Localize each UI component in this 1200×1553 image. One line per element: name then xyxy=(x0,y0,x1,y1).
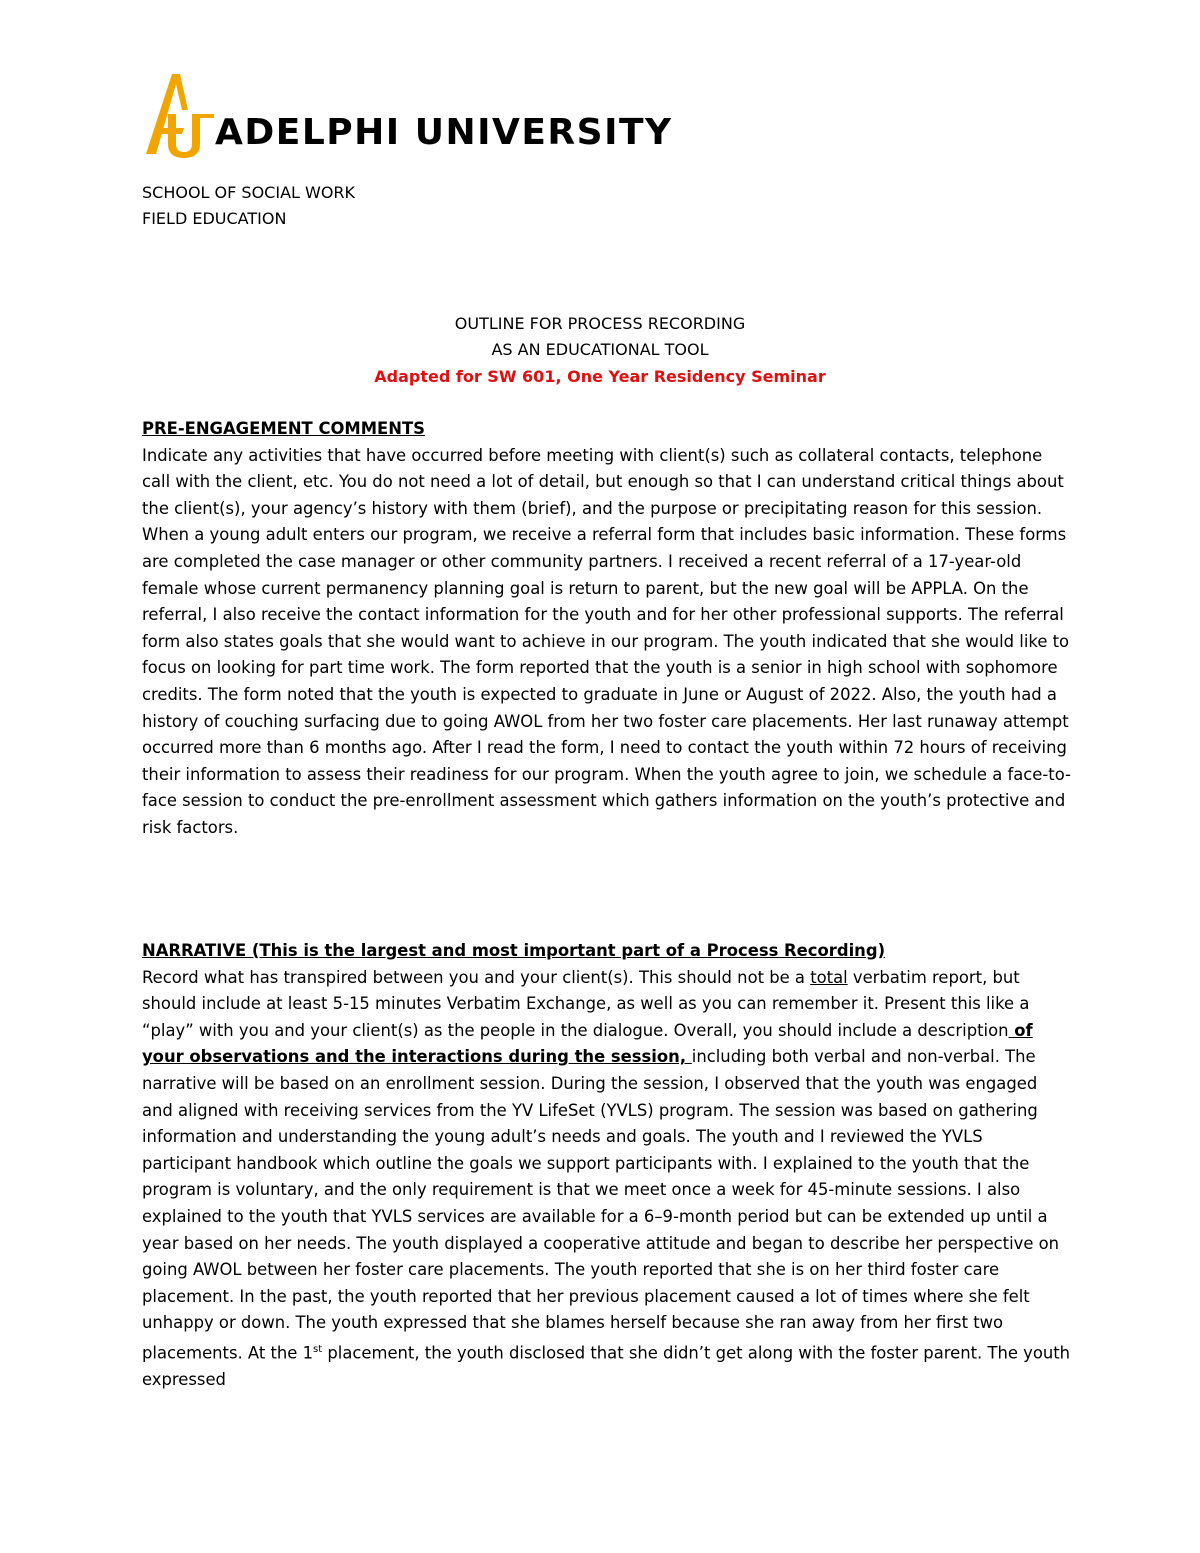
school-name: SCHOOL OF SOCIAL WORK xyxy=(142,183,356,202)
narrative-heading: NARRATIVE (This is the largest and most important part of a Process Recording) xyxy=(142,941,886,960)
document-subtitle: Adapted for SW 601, One Year Residency Seminar xyxy=(374,367,826,386)
pre-engagement-response: When a young adult enters our program, we receive a referral form that includes basic information. These forms are completed the case manager or other community partners. I received a recent referral of a 17-year-old female whose current permanency planning goal is return to parent, but the new goal will be APPLA. On the referral, I also receive the contact information for the youth and for her other professional supports. The referral form also states goals that she would want to achieve in our program. The youth indicated that she would like to focus on looking for part time work. The form reported that the youth is a senior in high school with sophomore credits. The form noted that the youth is expected to graduate in June or August of 2022. Also, the youth had a history of couching surfacing due to going AWOL from her two foster care placements. Her last runaway attempt occurred more than 6 months ago. After I read the form, I need to contact the youth within 72 hours of receiving their information to assess their readiness for our program. When the youth agree to join, we schedule a face-to-face session to conduct the pre-enrollment assessment which gathers information on the youth’s protective and risk factors. xyxy=(142,525,1071,837)
narrative-total-word: total xyxy=(810,967,848,987)
narrative-text-d: placement, the youth disclosed that she didn’t get along with the foster parent. The youth expressed xyxy=(142,1343,1071,1389)
narrative-section xyxy=(142,938,1072,1394)
university-name: ADELPHI UNIVERSITY xyxy=(215,112,673,153)
document-title-line2: AS AN EDUCATIONAL TOOL xyxy=(491,340,709,359)
narrative-text xyxy=(142,965,1072,1394)
narrative-superscript: st xyxy=(313,1343,323,1355)
pre-engagement-heading: PRE-ENGAGEMENT COMMENTS xyxy=(142,419,425,438)
document-title-line1: OUTLINE FOR PROCESS RECORDING xyxy=(454,314,746,333)
au-monogram-icon xyxy=(138,70,218,160)
narrative-text-b: verbatim report, but should include at least 5-15 minutes Verbatim Exchange, as well as you can remember it. Present this like a “play” with you and your client(s) as the people in the dialogue. Overall, you should include a description xyxy=(142,967,1030,1040)
narrative-emphasis: of your observations and the interactions during the session, xyxy=(142,1020,1033,1067)
adelphi-logo xyxy=(138,70,718,160)
narrative-text-a: Record what has transpired between you and your client(s). This should not be a xyxy=(142,967,811,987)
narrative-text-c: including both verbal and non-verbal. The narrative will be based on an enrollment session. During the session, I observed that the youth was engaged and aligned with receiving services from the YV LifeSet (YVLS) program. The session was based on gathering information and understanding the young adult’s needs and goals. The youth and I reviewed the YVLS participant handbook which outline the goals we support participants with. I explained to the youth that the program is voluntary, and the only requirement is that we meet once a week for 45-minute sessions. I also explained to the youth that YVLS services are available for a 6–9-month period but can be extended up until a year based on her needs. The youth displayed a cooperative attitude and began to describe her perspective on going AWOL between her foster care placements. The youth reported that she is on her third foster care placement. In the past, the youth reported that her previous placement caused a lot of times where she felt unhappy or down. The youth expressed that she blames herself because she ran away from her first two placements. At the 1 xyxy=(142,1047,1060,1363)
department-name: FIELD EDUCATION xyxy=(142,209,287,228)
pre-engagement-section xyxy=(142,416,1072,842)
pre-engagement-instructions: Indicate any activities that have occurred before meeting with client(s) such as collateral contacts, telephone call with the client, etc. You do not need a lot of detail, but enough so that I can understand critical things about the client(s), your agency’s history with them (brief), and the purpose or precipitating reason for this session. xyxy=(142,445,1064,518)
